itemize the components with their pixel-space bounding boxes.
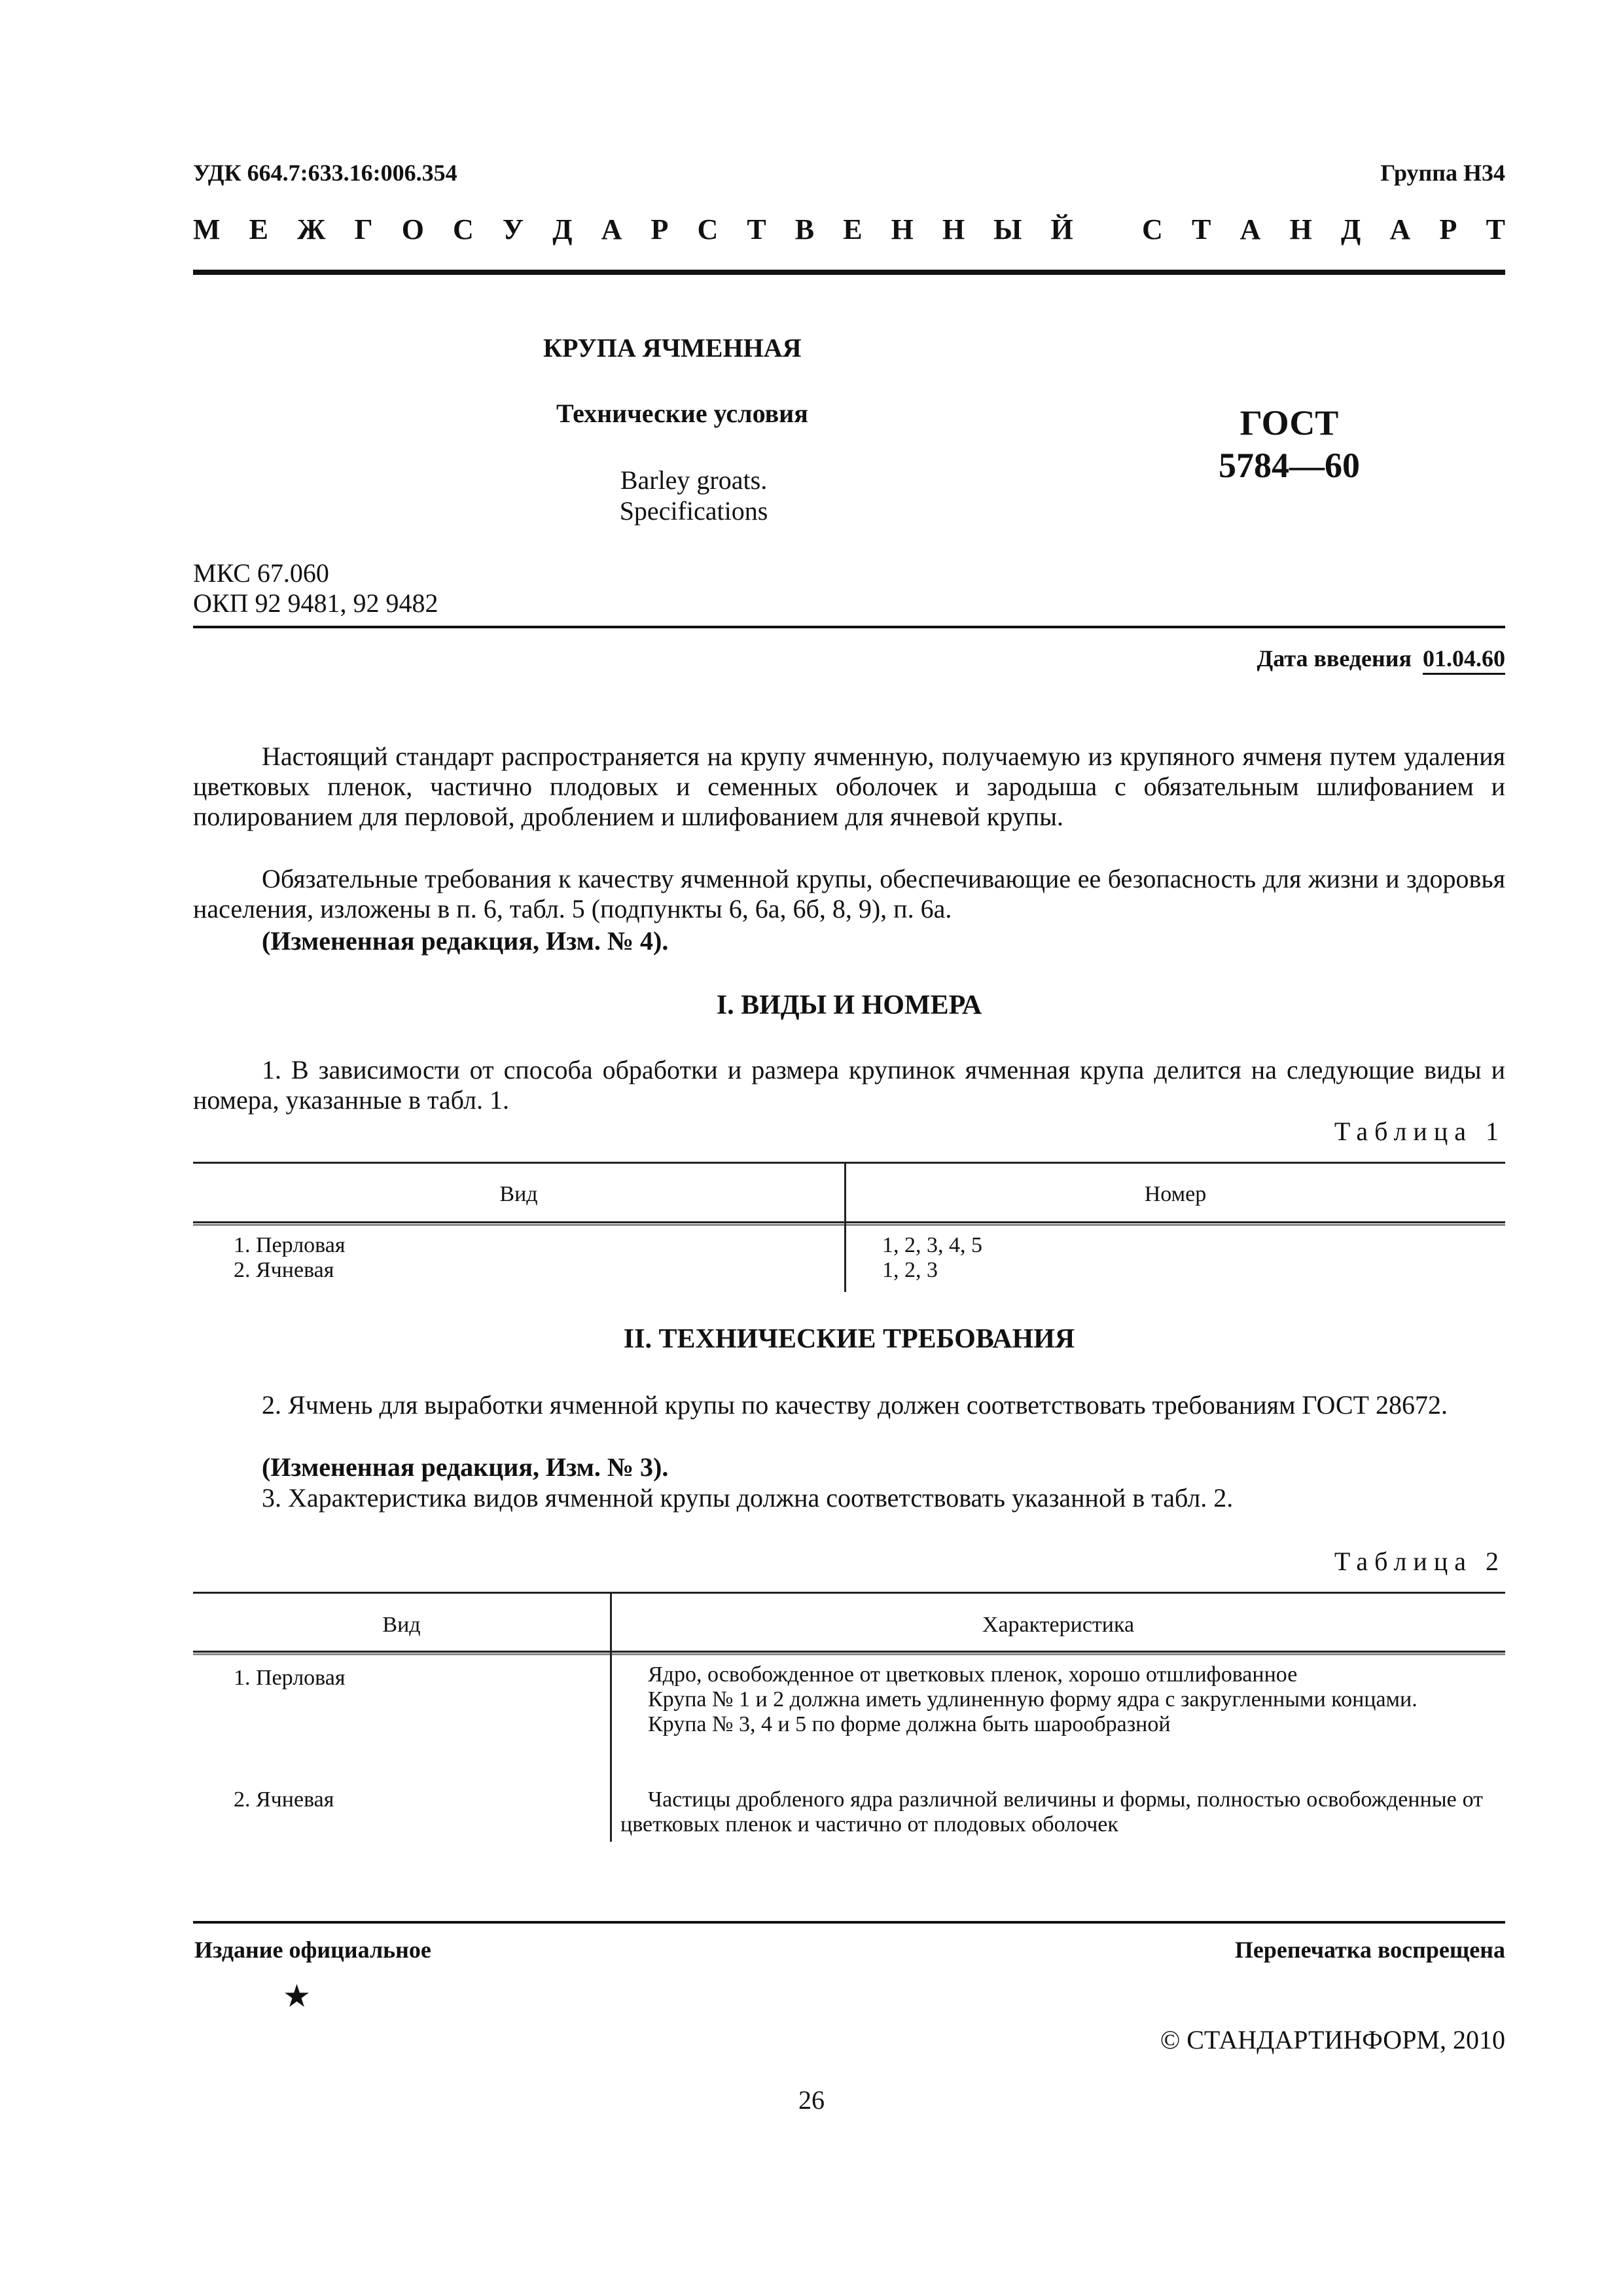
table1-header-number: Номер (1144, 1182, 1207, 1206)
intro-date (1257, 645, 1506, 672)
banner-left-letter: Е (249, 213, 268, 245)
official-edition: Издание официальное (194, 1937, 431, 1963)
banner-left-letter: Ы (993, 213, 1022, 245)
paragraph-clause-3: 3. Характеристика видов ячменной крупы должна соответствовать указанной в табл. 2. (262, 1483, 1234, 1513)
paragraph-scope: Настоящий стандарт распространяется на крупу ячменную, получаемую из крупяного ячменя путем удаления цветковых пленок, частично плодовых и семенных оболочек и зародыша с обязательным шлифованием и полированием для перловой, дроблением и шлифованием для ячневой крупы. (193, 742, 1505, 831)
table2-caption: Таблица 2 (1334, 1547, 1505, 1576)
paragraph-clause-2: 2. Ячмень для выработки ячменной крупы по качеству должен соответствовать требованиям ГОСТ 28672. (262, 1390, 1448, 1420)
header-rule (193, 270, 1505, 275)
banner-left-letter: Й (1050, 213, 1073, 245)
section-heading-1: I. ВИДЫ И НОМЕРА (716, 990, 982, 1020)
table2-top-rule (193, 1592, 1505, 1594)
doc-subtitle: Технические условия (556, 399, 808, 428)
codes-rule (193, 626, 1505, 628)
table2-row1-characteristic (620, 1662, 1483, 1737)
intro-date-value: 01.04.60 (1423, 645, 1505, 675)
banner-right-letter: Н (1289, 213, 1312, 245)
table1-header-kind: Вид (499, 1182, 538, 1206)
table1-row1-kind: 1. Перловая (234, 1233, 346, 1257)
banner-left-letter: Г (354, 213, 373, 245)
mks-code: МКС 67.060 (193, 558, 329, 588)
banner-left-letter: А (601, 213, 622, 245)
table1-row2-kind: 2. Ячневая (234, 1258, 334, 1282)
table2-row2-kind: 2. Ячневая (234, 1787, 334, 1812)
table1-row1-number: 1, 2, 3, 4, 5 (882, 1233, 982, 1257)
doc-title: КРУПА ЯЧМЕННАЯ (543, 333, 802, 363)
banner-left-letter: Н (942, 213, 965, 245)
banner-left-letter: Е (843, 213, 863, 245)
banner-left-letter: М (193, 213, 221, 245)
banner-right-letter: А (1389, 213, 1411, 245)
table2-row2-characteristic (620, 1787, 1483, 1837)
table1-header-rule (193, 1221, 1505, 1226)
reprint-prohibited: Перепечатка воспрещена (1234, 1937, 1505, 1963)
table1-caption: Таблица 1 (1334, 1117, 1505, 1146)
footer-rule (193, 1921, 1505, 1924)
banner-right-letter: С (1142, 213, 1163, 245)
banner-left-letter: Т (747, 213, 766, 245)
banner-left-letter: У (502, 213, 524, 245)
table1-column-divider (844, 1163, 846, 1292)
english-title-line2: Specifications (619, 496, 768, 526)
banner-right-letter: Р (1439, 213, 1457, 245)
table2-row2-line1: Частицы дробленого ядра различной величины и формы, полностью освобожденные от цветковых пленок и частично от плодовых оболочек (620, 1787, 1483, 1837)
banner-word-standard (1142, 213, 1505, 246)
amendment-note-4: (Измененная редакция, Изм. № 4). (262, 926, 669, 956)
banner-left-letter: С (697, 213, 719, 245)
banner-right-letter: А (1240, 213, 1261, 245)
standard-banner (193, 213, 1505, 246)
banner-left-letter: О (401, 213, 424, 245)
table1-top-rule (193, 1162, 1505, 1164)
table1-row2-number: 1, 2, 3 (882, 1258, 938, 1282)
group-code: Группа Н34 (1380, 160, 1505, 186)
banner-left-letter: С (453, 213, 474, 245)
banner-right-letter: Т (1192, 213, 1211, 245)
table2-row1-line3: Крупа № 3, 4 и 5 по форме должна быть шарообразной (648, 1712, 1171, 1736)
table2-header-kind: Вид (382, 1613, 421, 1637)
star-mark: ★ (283, 1979, 312, 2014)
banner-right-letter: Д (1341, 213, 1361, 245)
okp-code: ОКП 92 9481, 92 9482 (193, 588, 438, 618)
gost-label: ГОСТ (1240, 403, 1339, 442)
udk-code: УДК 664.7:633.16:006.354 (193, 160, 457, 186)
table2-row1-line2: Крупа № 1 и 2 должна иметь удлиненную форму ядра с закругленными концами. (648, 1687, 1418, 1712)
table2-header-characteristic: Характеристика (982, 1613, 1135, 1637)
paragraph-clause-1: 1. В зависимости от способа обработки и размера крупинок ячменная крупа делится на следующие виды и номера, указанные в табл. 1. (193, 1055, 1505, 1115)
amendment-note-3: (Измененная редакция, Изм. № 3). (262, 1452, 669, 1482)
section-heading-2: II. ТЕХНИЧЕСКИЕ ТРЕБОВАНИЯ (623, 1324, 1075, 1354)
table2-row1-line1: Ядро, освобожденное от цветковых пленок, хорошо отшлифованное (648, 1662, 1298, 1687)
banner-left-letter: В (794, 213, 815, 245)
copyright: © СТАНДАРТИНФОРМ, 2010 (1160, 2025, 1505, 2054)
gost-number: 5784—60 (1219, 446, 1360, 485)
banner-left-letter: Р (651, 213, 669, 245)
table2-header-rule (193, 1651, 1505, 1655)
intro-date-label: Дата введения (1257, 645, 1412, 672)
banner-right-letter: Т (1486, 213, 1505, 245)
banner-left-letter: Д (552, 213, 573, 245)
table2-row1-kind: 1. Перловая (234, 1666, 346, 1690)
banner-left-letter: Н (891, 213, 914, 245)
banner-left-letter: Ж (297, 213, 326, 245)
page-number: 26 (798, 2085, 825, 2115)
banner-word-interstate (193, 213, 1073, 246)
table2-column-divider (610, 1593, 612, 1842)
paragraph-requirements: Обязательные требования к качеству ячменной крупы, обеспечивающие ее безопасность для жизни и здоровья населения, изложены в п. 6, табл. 5 (подпункты 6, 6а, 6б, 8, 9), п. 6а. (193, 864, 1505, 924)
english-title-line1: Barley groats. (620, 465, 768, 495)
